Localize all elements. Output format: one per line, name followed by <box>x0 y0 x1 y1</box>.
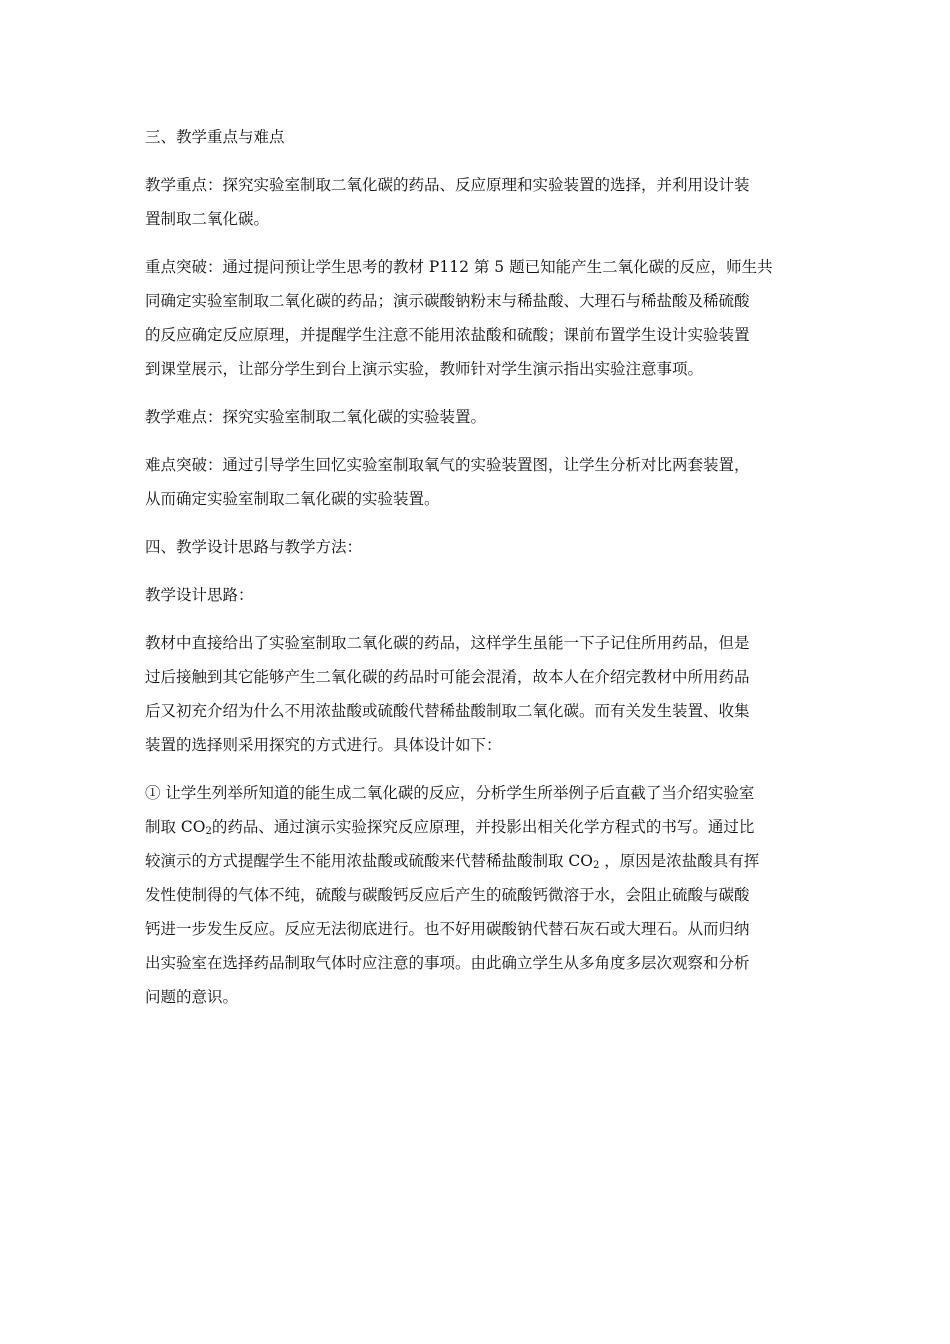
paragraph-line: 教学难点：探究实验室制取二氧化碳的实验装置。 <box>145 408 487 426</box>
paragraph-line: 到课堂展示，让部分学生到台上演示实验，教师针对学生演示指出实验注意事项。 <box>145 360 704 378</box>
paragraph-line: 教学重点：探究实验室制取二氧化碳的药品、反应原理和实验装置的选择，并利用设计装 <box>145 176 750 194</box>
design-text-paragraph <box>145 626 805 762</box>
paragraph-line <box>145 844 805 878</box>
paragraph-line: 重点突破：通过提问预让学生思考的教材 P112 第 5 题已知能产生二氧化碳的反应，师生共 <box>145 258 773 276</box>
paragraph-line: 钙进一步发生反应。反应无法彻底进行。也不好用碳酸钠代替石灰石或大理石。从而归纳 <box>145 920 750 938</box>
paragraph-line: ① 让学生列举所知道的能生成二氧化碳的反应，分析学生所举例子后直截了当介绍实验室 <box>145 784 755 802</box>
paragraph-line: 发性使制得的气体不纯，硫酸与碳酸钙反应后产生的硫酸钙微溶于水，会阻止硫酸与碳酸 <box>145 886 750 904</box>
paragraph-line <box>145 810 805 844</box>
paragraph-line: 过后接触到其它能够产生二氧化碳的药品时可能会混淆，故本人在介绍完教材中所用药品 <box>145 668 750 686</box>
teaching-focus-paragraph <box>145 168 805 236</box>
teaching-difficulty-paragraph <box>145 400 805 434</box>
paragraph-line: 教材中直接给出了实验室制取二氧化碳的药品，这样学生虽能一下子记住所用药品，但是 <box>145 634 750 652</box>
text-segment: 制取 CO <box>145 818 206 836</box>
section-heading-4 <box>145 530 805 564</box>
subscript: 2 <box>205 826 212 837</box>
subscript: 2 <box>593 860 600 871</box>
paragraph-line: 的反应确定反应原理，并提醒学生注意不能用浓盐酸和硫酸；课前布置学生设计实验装置 <box>145 326 750 344</box>
difficulty-breakthrough-paragraph <box>145 448 805 516</box>
section-heading-3 <box>145 120 805 154</box>
focus-breakthrough-paragraph <box>145 250 805 386</box>
paragraph-line: 问题的意识。 <box>145 988 239 1006</box>
paragraph-line: 同确定实验室制取二氧化碳的药品；演示碳酸钠粉末与稀盐酸、大理石与稀盐酸及稀硫酸 <box>145 292 750 310</box>
text-segment: 的药品、通过演示实验探究反应原理，并投影出相关化学方程式的书写。通过比 <box>211 818 755 836</box>
document-page <box>145 120 805 1028</box>
label-text: 教学设计思路： <box>145 586 254 604</box>
heading-text: 四、教学设计思路与教学方法： <box>145 538 363 556</box>
paragraph-line: 置制取二氧化碳。 <box>145 210 270 228</box>
paragraph-line: 出实验室在选择药品制取气体时应注意的事项。由此确立学生从多角度多层次观察和分析 <box>145 954 750 972</box>
heading-text: 三、教学重点与难点 <box>145 128 285 146</box>
paragraph-line: 后又初充介绍为什么不用浓盐酸或硫酸代替稀盐酸制取二氧化碳。而有关发生装置、收集 <box>145 702 750 720</box>
step-1-paragraph <box>145 776 805 1014</box>
text-segment: 较演示的方式提醒学生不能用浓盐酸或硫酸来代替稀盐酸制取 CO <box>145 852 593 870</box>
text-segment: ，原因是浓盐酸具有挥 <box>599 852 760 870</box>
paragraph-line: 装置的选择则采用探究的方式进行。具体设计如下： <box>145 736 502 754</box>
design-label <box>145 578 805 612</box>
paragraph-line: 难点突破：通过引导学生回忆实验室制取氧气的实验装置图，让学生分析对比两套装置， <box>145 456 750 474</box>
paragraph-line: 从而确定实验室制取二氧化碳的实验装置。 <box>145 490 440 508</box>
